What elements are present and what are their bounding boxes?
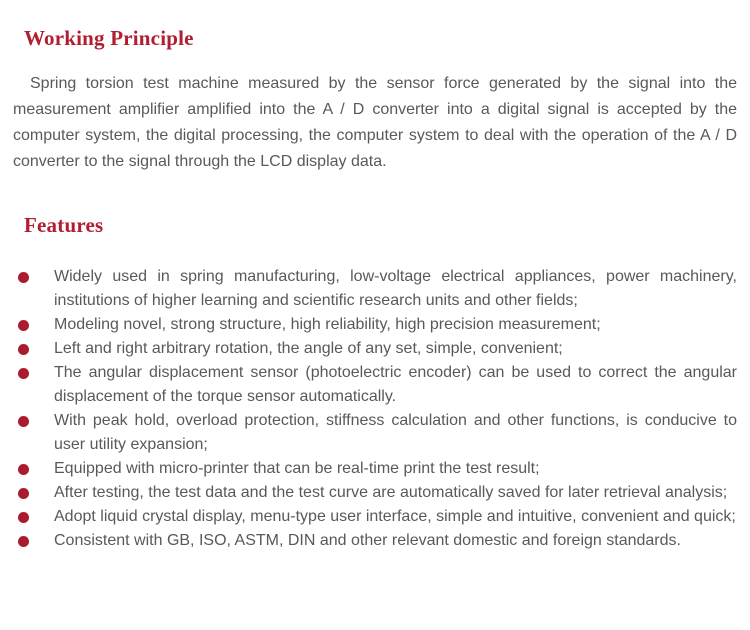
bullet-icon [18,320,29,331]
feature-item [13,361,737,409]
feature-item [13,313,737,337]
feature-item-text: Adopt liquid crystal display, menu-type user interface, simple and intuitive, convenient and quick; [54,508,736,525]
feature-item [13,505,737,529]
features-section [0,214,750,553]
feature-item [13,481,737,505]
feature-item-text: Consistent with GB, ISO, ASTM, DIN and other relevant domestic and foreign standards. [54,532,681,549]
feature-item-text: With peak hold, overload protection, stiffness calculation and other functions, is conducive to user utility expansion; [54,412,737,453]
feature-item-text: Equipped with micro-printer that can be real-time print the test result; [54,460,540,477]
feature-item-text: After testing, the test data and the test curve are automatically saved for later retrieval analysis; [54,484,728,501]
working-principle-paragraph: Spring torsion test machine measured by the sensor force generated by the signal into the measurement amplifier amplified into the A / D converter into a digital signal is accepted by the computer system, the digital processing, the computer system to deal with the operation of the A / D converter to the signal through the LCD display data. [13,75,737,170]
bullet-icon [18,488,29,499]
feature-item [13,457,737,481]
bullet-icon [18,344,29,355]
feature-item [13,337,737,361]
feature-item [13,409,737,457]
working-principle-section [0,0,750,175]
bullet-icon [18,512,29,523]
feature-item [13,529,737,553]
bullet-icon [18,536,29,547]
bullet-icon [18,368,29,379]
feature-item [13,265,737,313]
feature-item-text: Modeling novel, strong structure, high reliability, high precision measurement; [54,316,601,333]
bullet-icon [18,416,29,427]
features-heading: Features [24,213,104,237]
working-principle-heading: Working Principle [24,26,194,50]
bullet-icon [18,464,29,475]
bullet-icon [18,272,29,283]
feature-item-text: Left and right arbitrary rotation, the angle of any set, simple, convenient; [54,340,563,357]
features-list [13,265,737,553]
feature-item-text: Widely used in spring manufacturing, low-voltage electrical appliances, power machinery, institutions of higher learning and scientific research units and other fields; [54,268,737,309]
feature-item-text: The angular displacement sensor (photoelectric encoder) can be used to correct the angular displacement of the torque sensor automatically. [54,364,737,405]
